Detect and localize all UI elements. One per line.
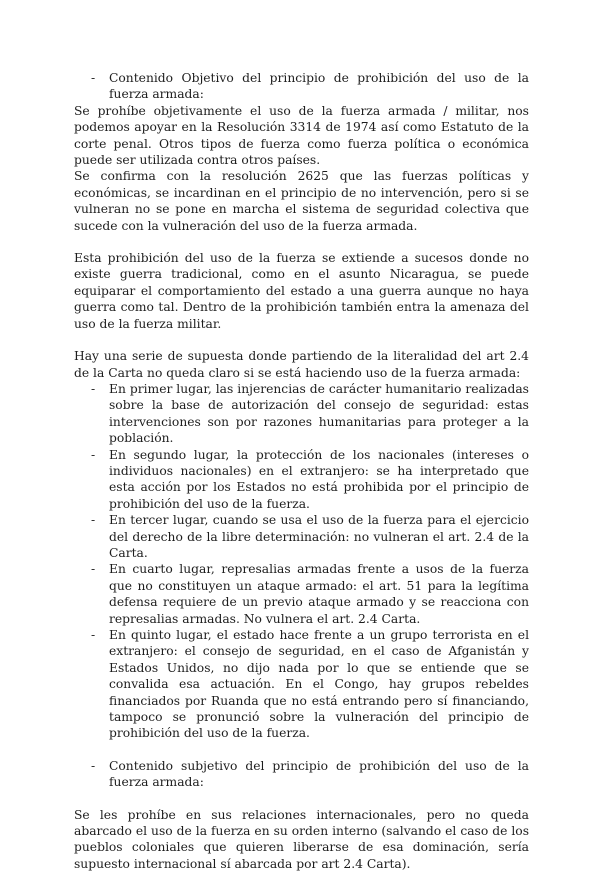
- list-item: - En cuarto lugar, represalias armadas frente a usos de la fuerza que no constituyen un ataque armado: el art. 51 para la legítima defensa requiere de un previo ataque armado y se reacciona con represalias armadas. No vulnera el art. 2.4 Carta.: [74, 561, 529, 627]
- spacer: [74, 234, 529, 250]
- spacer: [74, 742, 529, 758]
- list-item: - En segundo lugar, la protección de los nacionales (intereses o individuos nacionales) en el extranjero: se ha interpretado que esta acción por los Estados no está prohibida por el principio de prohibición del uso de la fuerza.: [74, 447, 529, 513]
- document-page: [74, 70, 529, 872]
- section-heading-objective: - Contenido Objetivo del principio de prohibición del uso de la fuerza armada:: [74, 70, 529, 103]
- section-heading-subjective: - Contenido subjetivo del principio de prohibición del uso de la fuerza armada:: [74, 758, 529, 791]
- paragraph-extension: Esta prohibición del uso de la fuerza se extiende a sucesos donde no existe guerra tradicional, como en el asunto Nicaragua, se puede equiparar el comportamiento del estado a una guerra aunque no haya guerra como tal. Dentro de la prohibición también entra la amenaza del uso de la fuerza militar.: [74, 251, 529, 331]
- cases-list: [74, 381, 529, 742]
- paragraph-subjective: Se les prohíbe en sus relaciones internacionales, pero no queda abarcado el uso de la fuerza en su orden interno (salvando el caso de los pueblos coloniales que quieren liberarse de esa dominación, sería supuesto internacional sí abarcada por art 2.4 Carta).: [74, 807, 529, 871]
- paragraph-objective-1: Se prohíbe objetivamente el uso de la fuerza armada / militar, nos podemos apoyar en la Resolución 3314 de 1974 así como Estatuto de la corte penal. Otros tipos de fuerza como fuerza política o económica puede ser utilizada contra otros países.: [74, 103, 529, 168]
- paragraph-objective-2: Se confirma con la resolución 2625 que las fuerzas políticas y económicas, se incardinan en el principio de no intervención, pero si se vulneran no se pone en marcha el sistema de seguridad colectiva que sucede con la vulneración del uso de la fuerza armada.: [74, 169, 529, 233]
- list-item: - En quinto lugar, el estado hace frente a un grupo terrorista en el extranjero: el consejo de seguridad, en el caso de Afganistán y Estados Unidos, no dijo nada por lo que se entiende que se convalida esa actuación. En el Congo, hay grupos rebeldes financiados por Ruanda que no está entrando pero sí financiando, tampoco se pronunció sobre la vulneración del principio de prohibición del uso de la fuerza.: [74, 627, 529, 742]
- spacer: [74, 332, 529, 348]
- paragraph-intro-list: Hay una serie de supuesta donde partiendo de la literalidad del art 2.4 de la Carta no queda claro si se está haciendo uso de la fuerza armada:: [74, 349, 529, 380]
- list-item: - En tercer lugar, cuando se usa el uso de la fuerza para el ejercicio del derecho de la libre determinación: no vulneran el art. 2.4 de la Carta.: [74, 512, 529, 561]
- spacer: [74, 791, 529, 807]
- list-item: - En primer lugar, las injerencias de carácter humanitario realizadas sobre la base de autorización del consejo de seguridad: estas intervenciones son por razones humanitarias para proteger a la población.: [74, 381, 529, 447]
